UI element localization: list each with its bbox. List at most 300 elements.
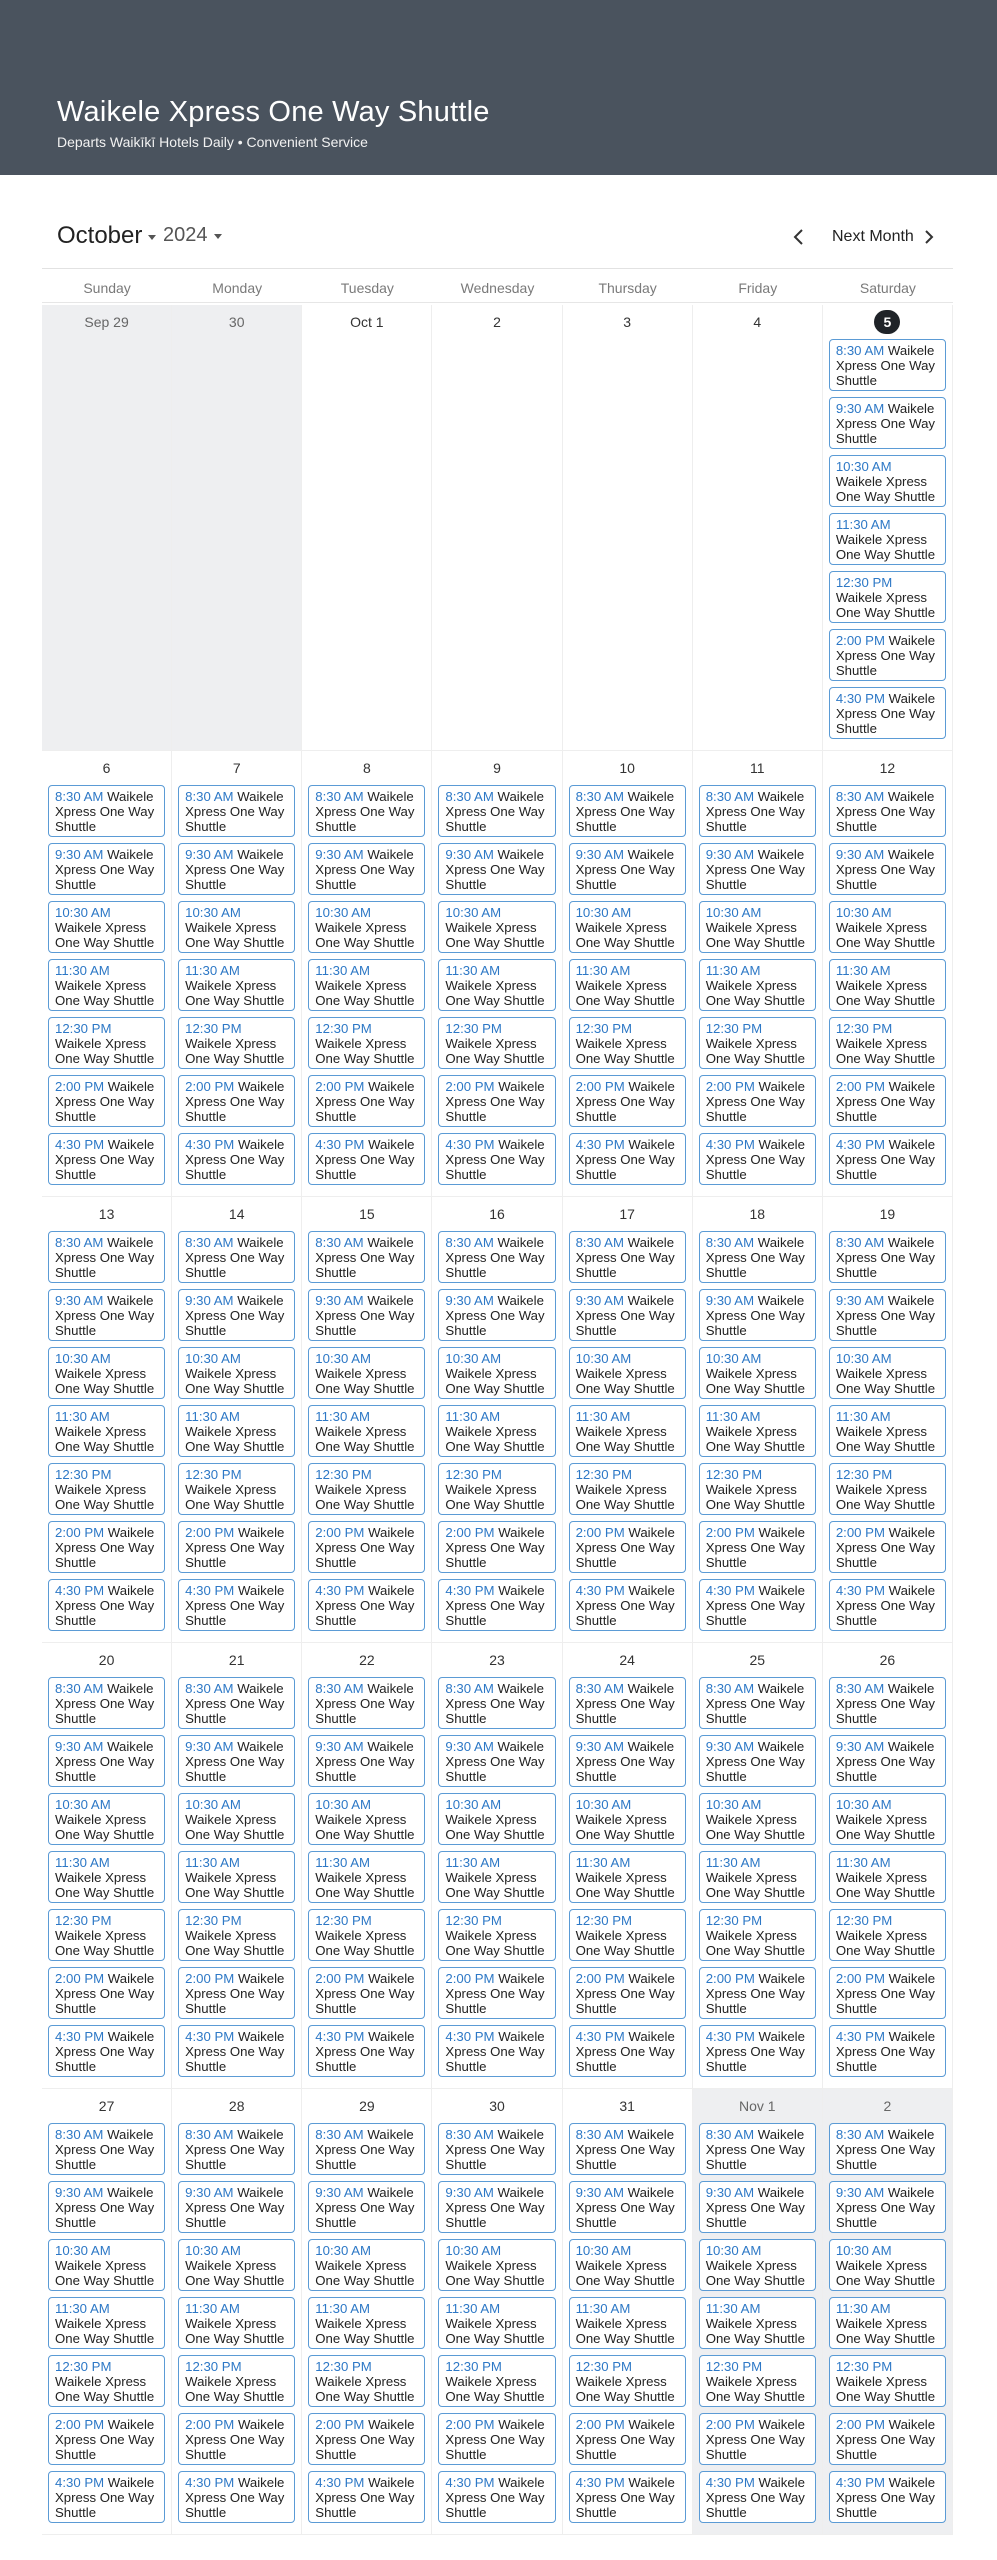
event-time: 12:30 PM	[55, 1467, 112, 1482]
event-time: 10:30 AM	[445, 1797, 502, 1812]
event-item[interactable]	[48, 2297, 165, 2349]
event-title: Waikele Xpress One Way Shuttle	[315, 1812, 415, 1842]
event-item[interactable]	[438, 2123, 555, 2175]
event-item[interactable]	[569, 2297, 686, 2349]
event-item[interactable]	[48, 2239, 165, 2291]
day-number[interactable]: 16	[489, 1206, 505, 1222]
event-time: 10:30 AM	[55, 905, 111, 920]
event-item[interactable]	[699, 1347, 816, 1399]
event-item[interactable]	[48, 2025, 165, 2077]
event-item[interactable]	[308, 2413, 425, 2465]
event-item[interactable]	[699, 901, 816, 953]
day-number[interactable]: 11	[750, 760, 765, 776]
event-item[interactable]	[48, 1075, 165, 1127]
event-title: Waikele Xpress One Way Shuttle	[575, 2417, 675, 2462]
event-item[interactable]	[48, 785, 165, 837]
event-item[interactable]	[438, 1579, 555, 1631]
event-title: Waikele Xpress One Way Shuttle	[315, 2127, 415, 2172]
day-number[interactable]: Sep 29	[84, 314, 129, 330]
event-item[interactable]	[569, 901, 686, 953]
event-item[interactable]	[438, 1793, 555, 1845]
event-item[interactable]	[48, 1677, 165, 1729]
event-item[interactable]	[48, 901, 165, 953]
event-item[interactable]	[829, 2025, 946, 2077]
event-item[interactable]	[829, 2471, 946, 2523]
event-item[interactable]	[178, 2413, 295, 2465]
day-number[interactable]: 14	[228, 1206, 245, 1222]
event-item[interactable]	[178, 1017, 295, 1069]
event-title: Waikele Xpress One Way Shuttle	[705, 1366, 805, 1396]
event-item[interactable]	[308, 1405, 425, 1457]
event-time: 4:30 PM	[315, 2029, 365, 2044]
event-item[interactable]	[438, 1909, 555, 1961]
event-title: Waikele Xpress One Way Shuttle	[445, 1812, 545, 1842]
event-item[interactable]	[438, 1017, 555, 1069]
event-item[interactable]	[438, 959, 555, 1011]
event-item[interactable]	[308, 2297, 425, 2349]
event-item[interactable]	[569, 2025, 686, 2077]
event-item[interactable]	[699, 1289, 816, 1341]
event-item[interactable]	[699, 2123, 816, 2175]
event-item[interactable]	[438, 2297, 555, 2349]
event-item[interactable]	[308, 2471, 425, 2523]
day-number[interactable]: 28	[228, 2098, 245, 2114]
event-item[interactable]	[178, 2471, 295, 2523]
event-item[interactable]	[829, 2181, 946, 2233]
day-number[interactable]: 27	[98, 2098, 115, 2114]
event-item[interactable]	[438, 901, 555, 953]
event-item[interactable]	[829, 571, 946, 623]
event-item[interactable]	[569, 2413, 686, 2465]
event-item[interactable]	[829, 513, 946, 565]
event-item[interactable]	[569, 1075, 686, 1127]
event-time: 2:00 PM	[445, 1971, 495, 1986]
event-item[interactable]	[438, 1735, 555, 1787]
event-item[interactable]	[308, 785, 425, 837]
event-time: 12:30 PM	[705, 1021, 763, 1036]
event-item[interactable]	[569, 2181, 686, 2233]
event-item[interactable]	[308, 1231, 425, 1283]
event-item[interactable]	[829, 1347, 946, 1399]
event-item[interactable]	[699, 2181, 816, 2233]
event-item[interactable]	[178, 2025, 295, 2077]
event-item[interactable]	[48, 2123, 165, 2175]
event-item[interactable]	[569, 1289, 686, 1341]
event-item[interactable]	[829, 1521, 946, 1573]
event-item[interactable]	[178, 1075, 295, 1127]
event-item[interactable]	[829, 2355, 946, 2407]
event-item[interactable]	[308, 2025, 425, 2077]
event-time: 12:30 PM	[445, 2359, 502, 2374]
event-item[interactable]	[178, 2123, 295, 2175]
event-item[interactable]	[308, 1851, 425, 1903]
event-item[interactable]	[699, 1231, 816, 1283]
day-number[interactable]: 26	[879, 1652, 896, 1668]
event-item[interactable]	[308, 1075, 425, 1127]
event-item[interactable]	[438, 843, 555, 895]
event-item[interactable]	[438, 2471, 555, 2523]
event-item[interactable]	[829, 1793, 946, 1845]
event-item[interactable]	[569, 1851, 686, 1903]
event-item[interactable]	[699, 2355, 816, 2407]
month-select[interactable]	[57, 222, 156, 250]
event-title: Waikele Xpress One Way Shuttle	[445, 1079, 545, 1124]
day-number[interactable]: 17	[619, 1206, 635, 1222]
event-time: 8:30 AM	[55, 1681, 104, 1696]
day-cell	[172, 751, 302, 1197]
event-item[interactable]	[308, 1793, 425, 1845]
event-time: 9:30 AM	[445, 1739, 494, 1754]
event-item[interactable]	[48, 2355, 165, 2407]
event-item[interactable]	[569, 1909, 686, 1961]
event-time: 2:00 PM	[835, 1079, 885, 1094]
event-time: 12:30 PM	[705, 1467, 763, 1482]
event-item[interactable]	[178, 2297, 295, 2349]
event-item[interactable]	[699, 1735, 816, 1787]
event-item[interactable]	[829, 629, 946, 681]
day-number[interactable]: 2	[883, 2098, 892, 2114]
day-number[interactable]: 13	[98, 1206, 115, 1222]
event-item[interactable]	[438, 1677, 555, 1729]
event-item[interactable]	[699, 2413, 816, 2465]
event-title: Waikele Xpress One Way Shuttle	[315, 1036, 415, 1066]
event-title: Waikele Xpress One Way Shuttle	[315, 1482, 415, 1512]
day-number[interactable]: 20	[98, 1652, 115, 1668]
event-item[interactable]	[569, 1521, 686, 1573]
event-item[interactable]	[308, 2355, 425, 2407]
event-title: Waikele Xpress One Way Shuttle	[315, 1235, 415, 1280]
day-cell	[563, 2089, 693, 2535]
event-item[interactable]	[699, 959, 816, 1011]
event-title: Waikele Xpress One Way Shuttle	[705, 920, 805, 950]
event-item[interactable]	[699, 2239, 816, 2291]
event-item[interactable]	[178, 1463, 295, 1515]
event-item[interactable]	[48, 1289, 165, 1341]
event-title: Waikele Xpress One Way Shuttle	[185, 1681, 285, 1726]
event-item[interactable]	[699, 1075, 816, 1127]
event-item[interactable]	[438, 2239, 555, 2291]
event-item[interactable]	[569, 1133, 686, 1185]
event-item[interactable]	[178, 1793, 295, 1845]
event-item[interactable]	[699, 2025, 816, 2077]
event-item[interactable]	[829, 1677, 946, 1729]
event-item[interactable]	[48, 1793, 165, 1845]
event-item[interactable]	[48, 1909, 165, 1961]
event-item[interactable]	[178, 1851, 295, 1903]
day-number[interactable]: 15	[359, 1206, 375, 1222]
event-item[interactable]	[699, 1133, 816, 1185]
event-item[interactable]	[699, 2471, 816, 2523]
event-item[interactable]	[438, 1075, 555, 1127]
event-item[interactable]	[569, 2123, 686, 2175]
day-number[interactable]: 31	[619, 2098, 635, 2114]
event-item[interactable]	[48, 1133, 165, 1185]
event-item[interactable]	[48, 2471, 165, 2523]
event-item[interactable]	[178, 1967, 295, 2019]
event-item[interactable]	[699, 1851, 816, 1903]
event-item[interactable]	[829, 1405, 946, 1457]
event-item[interactable]	[829, 687, 946, 739]
event-item[interactable]	[308, 2123, 425, 2175]
event-item[interactable]	[48, 1017, 165, 1069]
event-item[interactable]	[569, 1735, 686, 1787]
event-title: Waikele Xpress One Way Shuttle	[315, 1424, 415, 1454]
event-item[interactable]	[829, 2413, 946, 2465]
event-title: Waikele Xpress One Way Shuttle	[575, 1137, 675, 1182]
day-number[interactable]: 30	[228, 314, 245, 330]
day-number[interactable]: 18	[749, 1206, 766, 1222]
event-title: Waikele Xpress One Way Shuttle	[835, 847, 936, 892]
event-item[interactable]	[829, 785, 946, 837]
event-item[interactable]	[178, 1405, 295, 1457]
event-item[interactable]	[438, 1967, 555, 2019]
event-item[interactable]	[829, 1289, 946, 1341]
event-item[interactable]	[178, 1231, 295, 1283]
event-item[interactable]	[438, 1347, 555, 1399]
day-number[interactable]: 10	[619, 760, 635, 776]
event-item[interactable]	[48, 2181, 165, 2233]
event-item[interactable]	[178, 843, 295, 895]
event-item[interactable]	[699, 1579, 816, 1631]
event-title: Waikele Xpress One Way Shuttle	[575, 2475, 675, 2520]
event-item[interactable]	[569, 2239, 686, 2291]
day-number[interactable]: Oct 1	[350, 314, 384, 330]
event-item[interactable]	[569, 1793, 686, 1845]
event-item[interactable]	[178, 1909, 295, 1961]
event-item[interactable]	[48, 959, 165, 1011]
event-item[interactable]	[829, 1967, 946, 2019]
day-number[interactable]: 19	[879, 1206, 896, 1222]
event-item[interactable]	[699, 1405, 816, 1457]
day-number[interactable]: 6	[102, 760, 111, 776]
event-item[interactable]	[699, 2297, 816, 2349]
event-title: Waikele Xpress One Way Shuttle	[705, 1971, 805, 2016]
event-item[interactable]	[48, 1521, 165, 1573]
day-number[interactable]: 8	[362, 760, 371, 776]
event-item[interactable]	[829, 1579, 946, 1631]
event-title: Waikele Xpress One Way Shuttle	[55, 789, 155, 834]
day-number[interactable]: 12	[879, 760, 896, 776]
event-item[interactable]	[699, 1909, 816, 1961]
event-item[interactable]	[699, 843, 816, 895]
event-item[interactable]	[48, 1347, 165, 1399]
event-title: Waikele Xpress One Way Shuttle	[575, 1681, 675, 1726]
event-item[interactable]	[178, 2239, 295, 2291]
event-time: 8:30 AM	[705, 789, 755, 804]
event-item[interactable]	[48, 2413, 165, 2465]
event-item[interactable]	[438, 1289, 555, 1341]
event-item[interactable]	[569, 1967, 686, 2019]
event-item[interactable]	[569, 785, 686, 837]
event-time: 9:30 AM	[185, 847, 234, 862]
event-time: 9:30 AM	[575, 847, 624, 862]
event-item[interactable]	[569, 959, 686, 1011]
event-title: Waikele Xpress One Way Shuttle	[445, 2316, 545, 2346]
event-item[interactable]	[438, 2181, 555, 2233]
event-item[interactable]	[569, 2355, 686, 2407]
event-item[interactable]	[699, 1793, 816, 1845]
event-item[interactable]	[829, 1133, 946, 1185]
event-item[interactable]	[829, 2123, 946, 2175]
previous-month-button[interactable]	[787, 225, 811, 249]
event-item[interactable]	[569, 1017, 686, 1069]
event-item[interactable]	[178, 2355, 295, 2407]
event-item[interactable]	[178, 1521, 295, 1573]
event-item[interactable]	[178, 2181, 295, 2233]
event-item[interactable]	[178, 959, 295, 1011]
event-title: Waikele Xpress One Way Shuttle	[705, 1928, 805, 1958]
event-item[interactable]	[178, 901, 295, 953]
event-item[interactable]	[438, 1463, 555, 1515]
event-title: Waikele Xpress One Way Shuttle	[835, 2185, 936, 2230]
event-item[interactable]	[829, 843, 946, 895]
event-item[interactable]	[438, 785, 555, 837]
day-number[interactable]: 2	[493, 314, 501, 330]
event-item[interactable]	[438, 1521, 555, 1573]
event-item[interactable]	[438, 2355, 555, 2407]
event-time: 2:00 PM	[55, 1525, 105, 1540]
event-title: Waikele Xpress One Way Shuttle	[445, 2475, 545, 2520]
event-item[interactable]	[829, 1909, 946, 1961]
day-number-row	[569, 305, 686, 339]
event-item[interactable]	[48, 1579, 165, 1631]
event-item[interactable]	[308, 1735, 425, 1787]
event-item[interactable]	[829, 959, 946, 1011]
event-time: 11:30 AM	[835, 1855, 891, 1870]
event-item[interactable]	[699, 1017, 816, 1069]
event-item[interactable]	[438, 1133, 555, 1185]
event-item[interactable]	[178, 785, 295, 837]
event-item[interactable]	[178, 1677, 295, 1729]
day-number[interactable]: 21	[228, 1652, 245, 1668]
event-time: 10:30 AM	[835, 1351, 892, 1366]
event-item[interactable]	[829, 455, 946, 507]
day-number[interactable]: 22	[359, 1652, 375, 1668]
event-item[interactable]	[829, 2239, 946, 2291]
event-item[interactable]	[569, 843, 686, 895]
event-item[interactable]	[178, 1347, 295, 1399]
event-item[interactable]	[699, 1967, 816, 2019]
event-item[interactable]	[308, 2181, 425, 2233]
event-item[interactable]	[699, 1521, 816, 1573]
event-item[interactable]	[829, 1851, 946, 1903]
event-item[interactable]	[308, 2239, 425, 2291]
event-item[interactable]	[308, 1909, 425, 1961]
day-number[interactable]: 3	[623, 314, 632, 330]
event-title: Waikele Xpress One Way Shuttle	[185, 1971, 285, 2016]
event-item[interactable]	[48, 843, 165, 895]
event-item[interactable]	[178, 1289, 295, 1341]
day-number[interactable]: 29	[359, 2098, 375, 2114]
event-item[interactable]	[829, 1017, 946, 1069]
year-select[interactable]	[163, 224, 222, 247]
event-item[interactable]	[829, 2297, 946, 2349]
event-title: Waikele Xpress One Way Shuttle	[315, 2417, 415, 2462]
event-item[interactable]	[308, 1347, 425, 1399]
event-item[interactable]	[308, 1017, 425, 1069]
event-time: 11:30 AM	[575, 2301, 631, 2316]
event-time: 8:30 AM	[445, 1681, 494, 1696]
event-item[interactable]	[699, 1463, 816, 1515]
event-time: 10:30 AM	[315, 2243, 371, 2258]
event-item[interactable]	[308, 901, 425, 953]
event-item[interactable]	[569, 2471, 686, 2523]
event-item[interactable]	[438, 1231, 555, 1283]
today-day-number[interactable]: 5	[874, 310, 900, 334]
event-item[interactable]	[308, 1463, 425, 1515]
event-item[interactable]	[569, 1677, 686, 1729]
event-item[interactable]	[48, 1967, 165, 2019]
event-item[interactable]	[308, 959, 425, 1011]
event-item[interactable]	[438, 1405, 555, 1457]
event-item[interactable]	[178, 1735, 295, 1787]
event-item[interactable]	[829, 1463, 946, 1515]
day-number[interactable]: 30	[489, 2098, 505, 2114]
day-number[interactable]: 9	[493, 760, 501, 776]
event-item[interactable]	[569, 1347, 686, 1399]
event-item[interactable]	[699, 1677, 816, 1729]
day-number[interactable]: 4	[753, 314, 762, 330]
day-number[interactable]: Nov 1	[738, 2098, 776, 2114]
event-item[interactable]	[178, 1133, 295, 1185]
event-title: Waikele Xpress One Way Shuttle	[835, 1424, 936, 1454]
event-time: 12:30 PM	[835, 1913, 893, 1928]
event-item[interactable]	[829, 397, 946, 449]
event-item[interactable]	[829, 339, 946, 391]
event-item[interactable]	[308, 1521, 425, 1573]
event-item[interactable]	[308, 843, 425, 895]
day-number[interactable]: 7	[232, 760, 241, 776]
event-item[interactable]	[48, 1405, 165, 1457]
next-month-button[interactable]	[832, 224, 936, 250]
event-title: Waikele Xpress One Way Shuttle	[55, 2417, 155, 2462]
day-number[interactable]: 25	[749, 1652, 766, 1668]
event-item[interactable]	[829, 1075, 946, 1127]
day-number[interactable]: 24	[619, 1652, 635, 1668]
event-time: 9:30 AM	[445, 2185, 494, 2200]
event-item[interactable]	[308, 1579, 425, 1631]
event-item[interactable]	[829, 1735, 946, 1787]
event-item[interactable]	[699, 785, 816, 837]
day-number[interactable]: 23	[489, 1652, 505, 1668]
event-item[interactable]	[48, 1463, 165, 1515]
event-item[interactable]	[829, 1231, 946, 1283]
event-title: Waikele Xpress One Way Shuttle	[185, 2374, 285, 2404]
event-item[interactable]	[829, 901, 946, 953]
event-item[interactable]	[308, 1133, 425, 1185]
event-item[interactable]	[48, 1231, 165, 1283]
event-item[interactable]	[178, 1579, 295, 1631]
event-time: 2:00 PM	[705, 1525, 755, 1540]
event-title: Waikele Xpress One Way Shuttle	[55, 1366, 155, 1396]
event-item[interactable]	[569, 1405, 686, 1457]
event-item[interactable]	[48, 1735, 165, 1787]
event-time: 9:30 AM	[705, 2185, 755, 2200]
event-item[interactable]	[308, 1289, 425, 1341]
event-item[interactable]	[48, 1851, 165, 1903]
day-cell	[432, 751, 562, 1197]
event-item[interactable]	[438, 2413, 555, 2465]
event-item[interactable]	[438, 1851, 555, 1903]
event-item[interactable]	[569, 1579, 686, 1631]
event-item[interactable]	[438, 2025, 555, 2077]
event-time: 12:30 PM	[55, 1021, 112, 1036]
day-number-row	[829, 1643, 946, 1677]
event-item[interactable]	[569, 1231, 686, 1283]
event-item[interactable]	[308, 1677, 425, 1729]
event-item[interactable]	[569, 1463, 686, 1515]
event-item[interactable]	[308, 1967, 425, 2019]
